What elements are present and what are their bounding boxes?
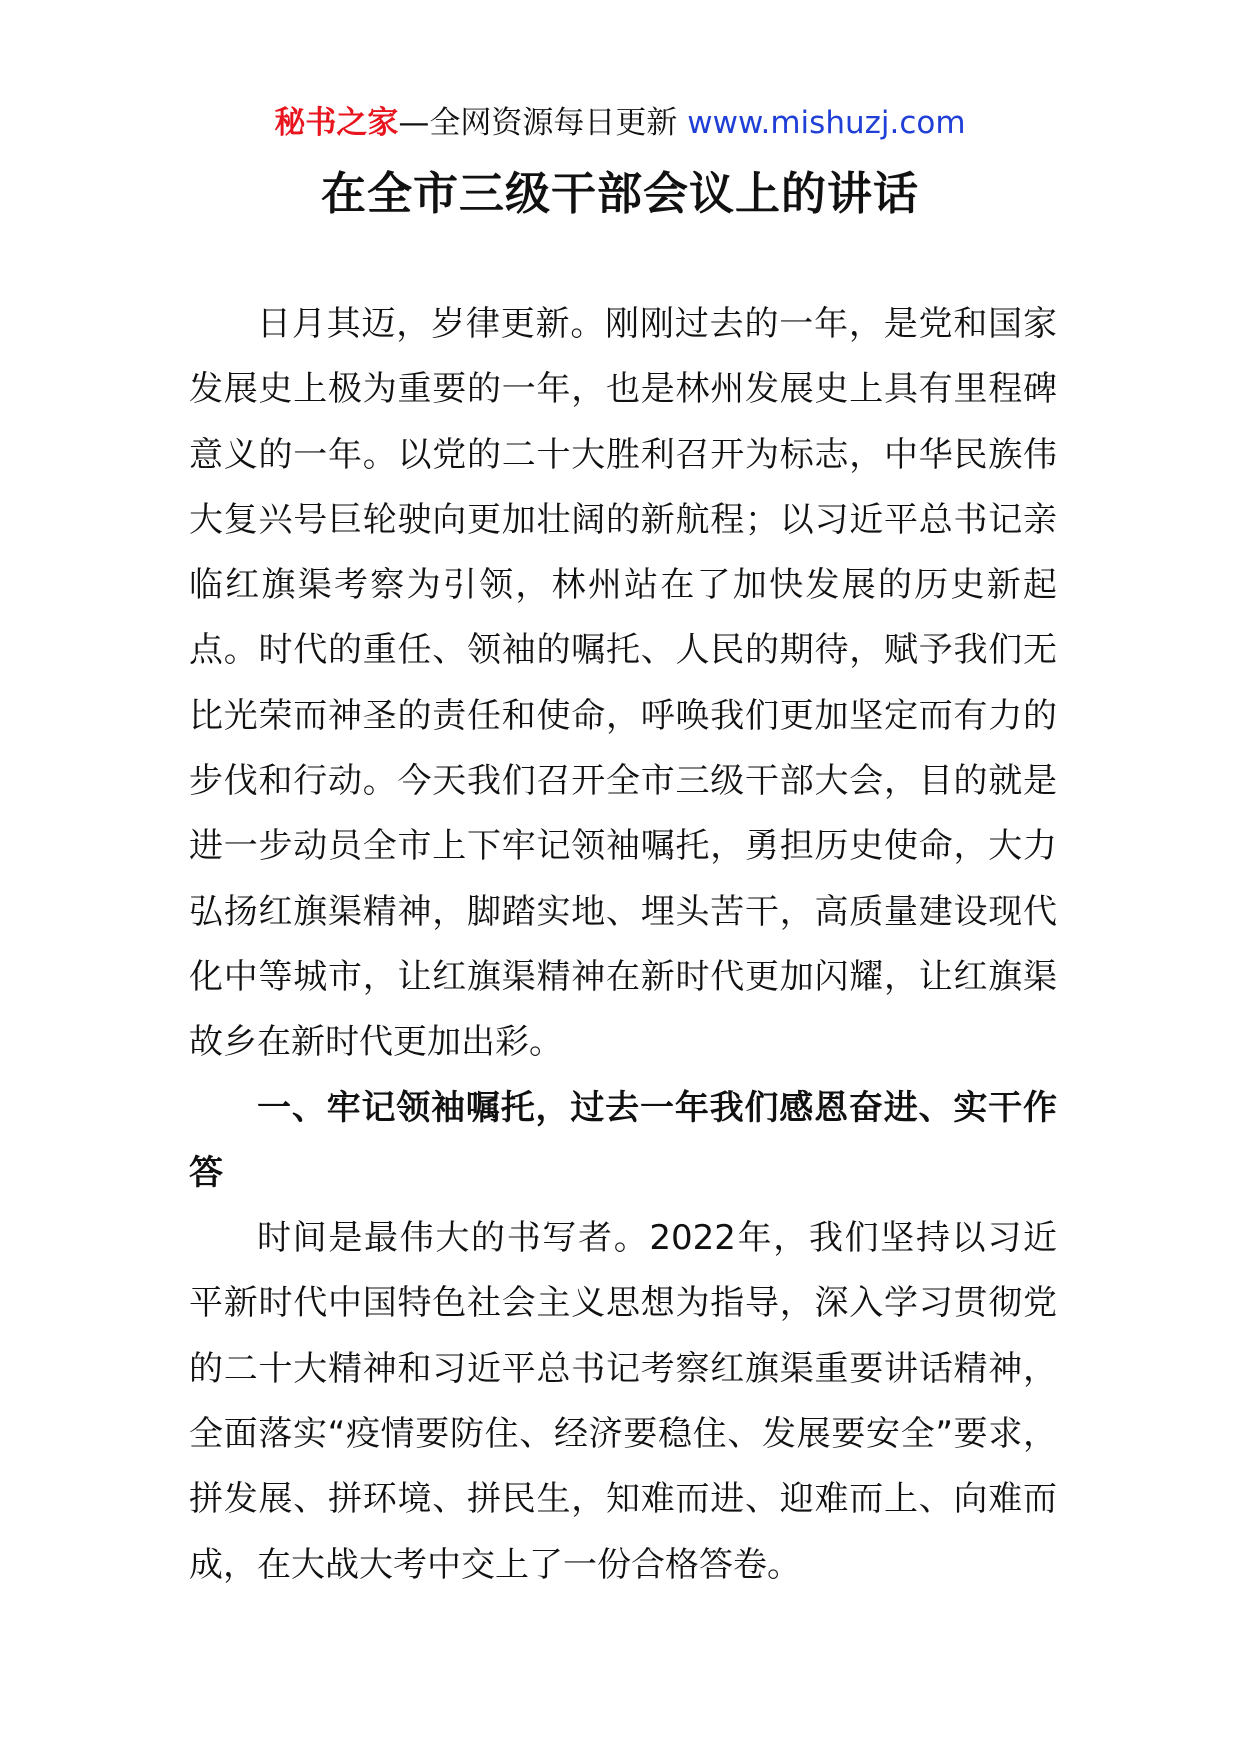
body-paragraph: 日月其迈，岁律更新。刚刚过去的一年，是党和国家发展史上极为重要的一年，也是林州发展史上具有里程碑意义的一年。以党的二十大胜利召开为标志，中华民族伟大复兴号巨轮驶向更加壮阔的新航程；以习近平总书记亲临红旗渠考察为引领，林州站在了加快发展的历史新起点。时代的重任、领袖的嘱托、人民的期待，赋予我们无比光荣而神圣的责任和使命，呼唤我们更加坚定而有力的步伐和行动。今天我们召开全市三级干部大会，目的就是进一步动员全市上下牢记领袖嘱托，勇担历史使命，大力弘扬红旗渠精神，脚踏实地、埋头苦干，高质量建设现代化中等城市，让红旗渠精神在新时代更加闪耀，让红旗渠故乡在新时代更加出彩。 <box>189 304 1057 1063</box>
site-url-link[interactable]: www.mishuzj.com <box>687 105 966 141</box>
document-title: 在全市三级干部会议上的讲话 <box>320 167 919 220</box>
section-heading: 一、牢记领袖嘱托，过去一年我们感恩奋进、实干作答 <box>189 1087 1057 1193</box>
body-paragraph: 时间是最伟大的书写者。2022年，我们坚持以习近平新时代中国特色社会主义思想为指导，深入学习贯彻党的二十大精神和习近平总书记考察红旗渠重要讲话精神，全面落实“疫情要防住、经济要稳住、发展要安全”要求，拼发展、拼环境、拼民生，知难而进、迎难而上、向难而成，在大战大考中交上了一份合格答卷。 <box>189 1218 1057 1585</box>
site-header <box>0 100 1240 146</box>
document-body <box>189 292 1057 1598</box>
site-brand: 秘书之家 <box>274 105 399 141</box>
site-tagline: —全网资源每日更新 <box>398 105 678 141</box>
